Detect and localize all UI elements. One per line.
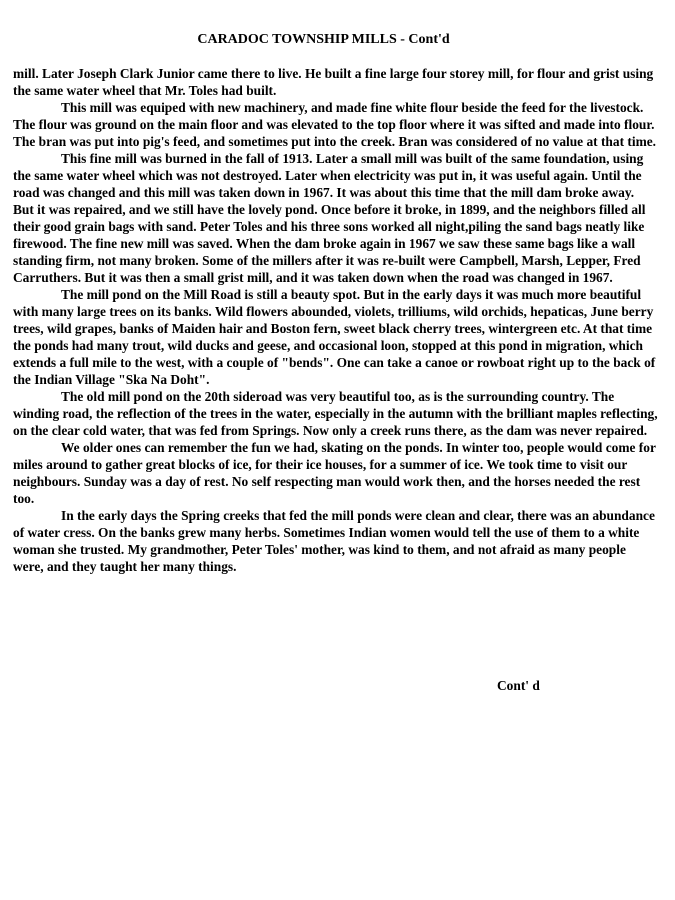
paragraph-4: The mill pond on the Mill Road is still a beauty spot. But in the early days it was much more beautiful with many large trees on its banks. Wild flowers abounded, violets, trilliums, wild orchids, hepaticas, June berry trees, wild grapes, banks of Maiden hair and Boston fern, sweet black cherry trees, wintergreen etc. At that time the ponds had many trout, wild ducks and geese, and occasional loon, stopped at this pond in migration, which extends a full mile to the west, with a couple of "bends". One can take a canoe or rowboat right up to the back of the Indian Village "Ska Na Doht". (13, 287, 656, 387)
paragraph-3: This fine mill was burned in the fall of 1913. Later a small mill was built of the same foundation, using the same water wheel which was not destroyed. Later when electricity was put in, it was useful again. Until the road was changed and this mill was taken down in 1967. It was about this time that the mill dam broke away. But it was repaired, and we still have the lovely pond. Once before it broke, in 1899, and the neighbors filled all their good grain bags with sand. Peter Toles and his three sons worked all night,piling the sand bags neatly like firewood. The fine new mill was saved. When the dam broke again in 1967 we saw these same bags like a wall standing firm, not many broken. Some of the millers after it was re-built were Campbell, Marsh, Lepper, Fred Carruthers. But it was then a small grist mill, and it was taken down when the road was changed in 1967. (13, 151, 646, 285)
paragraph-6: We older ones can remember the fun we had, skating on the ponds. In winter too, people would come for miles around to gather great blocks of ice, for their ice houses, for a summer of ice. We took time to visit our neighbours. Sunday was a day of rest. No self respecting man would work then, and the horses needed the rest too. (13, 440, 656, 506)
continued-note: Cont' d (497, 678, 540, 693)
body-text (13, 65, 658, 575)
page-title-text: CARADOC TOWNSHIP MILLS - Cont'd (197, 32, 450, 47)
paragraph-7: In the early days the Spring creeks that fed the mill ponds were clean and clear, there was an abundance of water cress. On the banks grew many herbs. Sometimes Indian women would tell the use of them to a white woman she trusted. My grandmother, Peter Toles' mother, was kind to them, and not afraid as many people were, and they taught her many things. (13, 508, 655, 574)
paragraph-5: The old mill pond on the 20th sideroad was very beautiful too, as is the surrounding country. The winding road, the reflection of the trees in the water, especially in the autumn with the brilliant maples reflecting, on the clear cold water, that was fed from Springs. Now only a creek runs there, as the dam was never repaired. (13, 389, 658, 438)
paragraph-1: mill. Later Joseph Clark Junior came there to live. He built a fine large four storey mill, for flour and grist using the same water wheel that Mr. Toles had built. (13, 66, 654, 98)
page-title (0, 31, 675, 48)
paragraph-2: This mill was equiped with new machinery, and made fine white flour beside the feed for the livestock. The flour was ground on the main floor and was elevated to the top floor where it was sifted and made into flour. The bran was put into pig's feed, and sometimes put into the creek. Bran was considered of no value at that time. (13, 100, 657, 149)
